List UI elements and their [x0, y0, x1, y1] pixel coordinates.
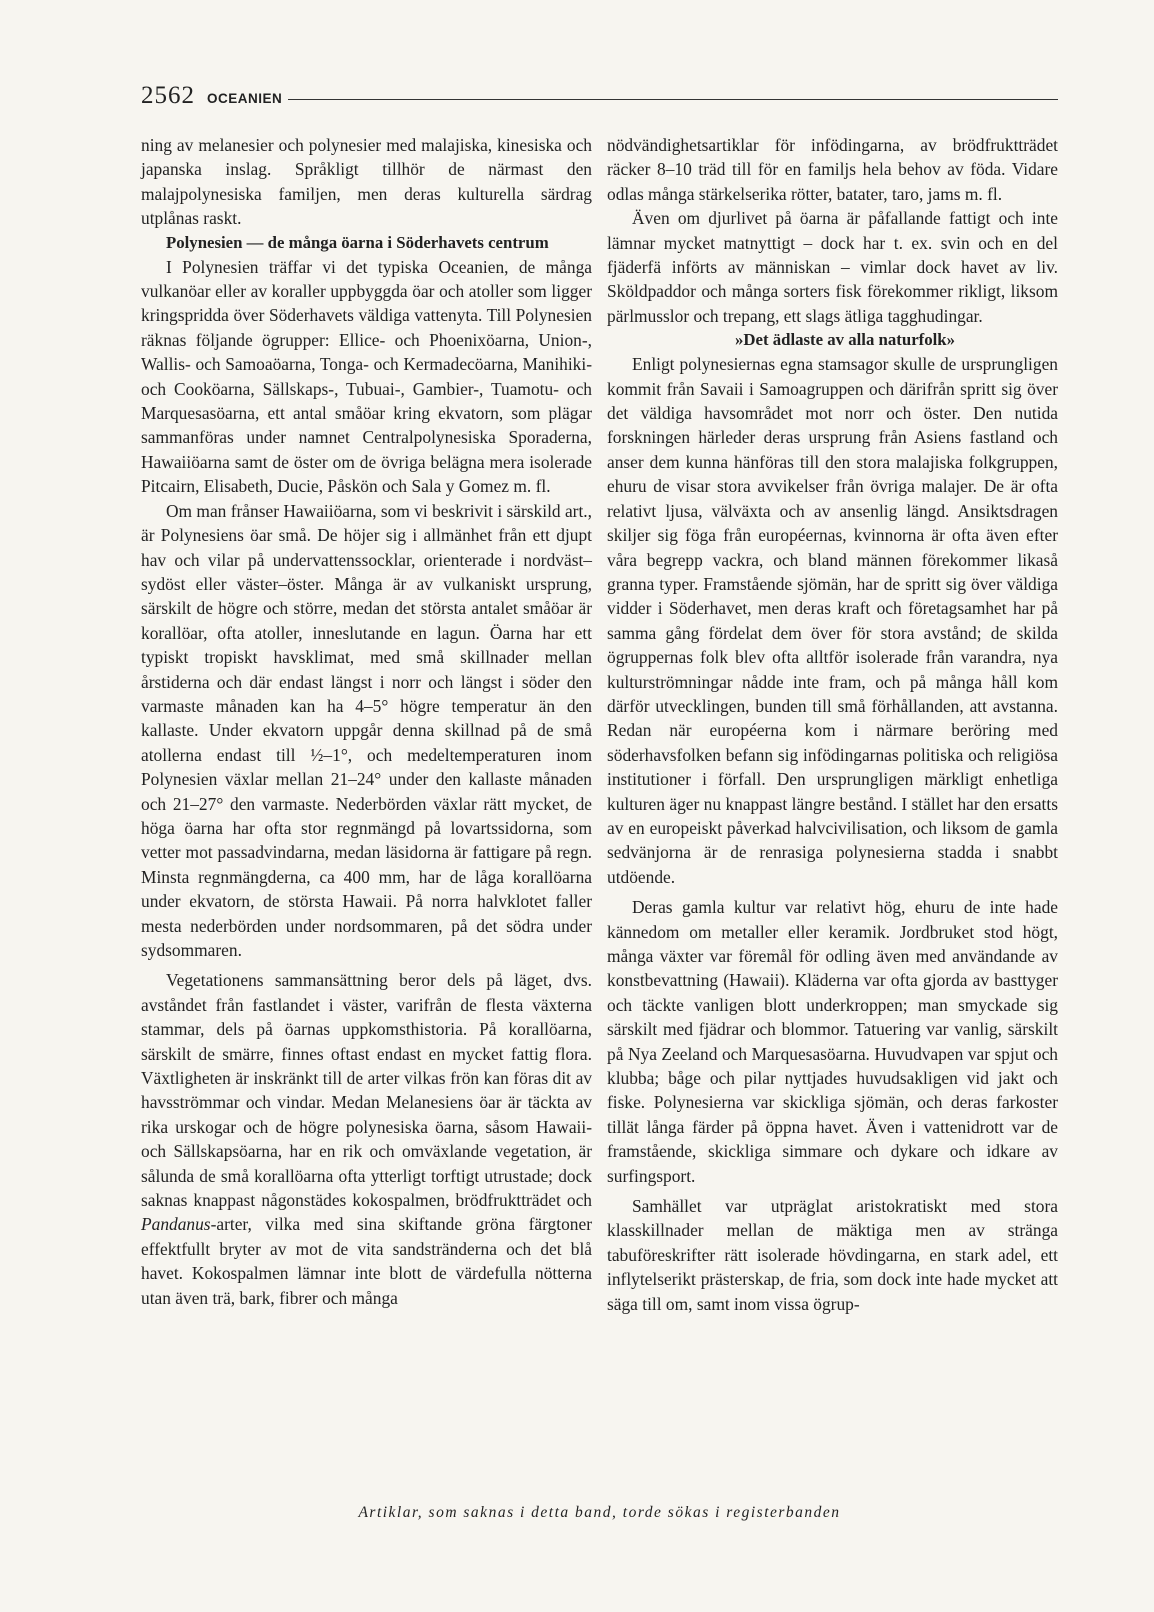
left-paragraph-2: I Polynesien träffar vi det typiska Oceanien, de många vulkanöar eller av koraller uppbyggda öar och atoller som ligger kringspridda över Söderhavets väldiga vattenyta. Till Polynesien räknas följande ögrupper: Ellice- och Phoenixöarna, Union-, Wallis- och Samoaöarna, Tonga- och Kermadecöarna, Manihiki- och Cooköarna, Sällskaps-, Tubuai-, Gambier-, Tuamotu- och Marquesasöarna, ett antal småöar kring ekvatorn, som plägar sammanföras under namnet Centralpolynesiska Sporaderna, Hawaiiöarna samt de öster om de övriga belägna mera isolerade Pitcairn, Elisabeth, Ducie, Påskön och Sala y Gomez m. fl. — [141, 256, 592, 497]
right-paragraph-5: Samhället var utpräglat aristokratiskt med stora klasskillnader mellan de mäktiga men av stränga tabuföreskrifter rätt isolerade hövdingarna, en stark adel, ett inflytelserikt prästerskap, de fria, som dock inte hade mycket att säga till om, samt inom vissa ögrup- — [607, 1196, 1058, 1314]
page-number: 2562 — [141, 82, 195, 109]
section-heading-polynesien: Polynesien — de många öarna i Söderhavets centrum — [166, 232, 549, 252]
left-paragraph-3: Om man frånser Hawaiiöarna, som vi beskrivit i särskild art., är Polynesiens öar små. De höjer sig i allmänhet från ett djupt hav och vilar på undervattenssocklar, orienterade i nordväst–sydöst eller väster–öster. Många är av vulkaniskt ursprung, särskilt de högre och större, medan det största antalet småöar är korallöar, ofta atoller, inneslutande en lagun. Öarna har ett typiskt tropiskt havsklimat, med små skillnader mellan årstiderna och där endast längst i norr och längst i söder den varmaste månaden kan ha 4–5° högre temperatur än den kallaste. Under ekvatorn uppgår denna skillnad på de små atollerna endast till ½–1°, och medeltemperaturen inom Polynesien växlar mellan 21–24° under den kallaste månaden och 21–27° den varmaste. Nederbörden växlar rätt mycket, de höga öarna har ofta stor regnmängd på lovartssidorna, som vetter mot passadvindarna, medan läsidorna är fattigare på regn. Minsta regnmängderna, ca 400 mm, har de låga korallöarna under ekvatorn, de största Hawaii. På norra halvklotet faller mesta nederbörden under nordsommaren, på det södra under sydsommaren. — [141, 500, 592, 960]
header-rule — [288, 99, 1058, 100]
pandanus-italic: Pandanus — [141, 1214, 211, 1235]
section-title: OCEANIEN — [207, 91, 283, 106]
left-paragraph-4 — [141, 968, 592, 1310]
left-paragraph-4-part-2: -arter, vilka med sina skiftande gröna färgtoner effektfullt bryter av mot de vita sandstränderna och det blå havet. Kokospalmen lämnar inte blott de värdefulla nötterna utan även trä, bark, fibrer och många — [141, 1214, 592, 1308]
section-heading-naturfolk: »Det ädlaste av alla naturfolk» — [734, 330, 956, 350]
right-paragraph-4: Deras gamla kultur var relativt hög, ehuru de inte hade kännedom om metaller eller keramik. Jordbruket stod högt, många växter var föremål för odling även med användande av konstbevattning (Hawaii). Kläderna var ofta gjorda av basttyger och täckte vanligen blott underkroppen; man smyckade sig särskilt med fjädrar och blommor. Tatuering var vanlig, särskilt på Nya Zeeland och Marquesasöarna. Huvudvapen var spjut och klubba; båge och pilar nyttjades huvudsakligen vid jakt och fiske. Polynesierna var skickliga sjömän, och deras farkoster tillät långa färder på öppna havet. Även i vattenidrott var de framstående, skickliga simmare och dykare och idkare av surfingsport. — [607, 897, 1058, 1186]
left-paragraph-1: ning av melanesier och polynesier med malajiska, kinesiska och japanska inslag. Språkligt tillhör de närmast den malajpolynesiska familjen, men deras kulturella särdrag utplånas raskt. — [141, 135, 592, 229]
footer-note: Artiklar, som saknas i detta band, torde sökas i registerbanden — [358, 1504, 841, 1521]
right-column — [607, 133, 1058, 1316]
right-paragraph-1: nödvändighetsartiklar för infödingarna, av brödfruktträdet räcker 8–10 träd till för en familjs hela behov av föda. Vidare odlas många stärkelserika rötter, batater, taro, jams m. fl. — [607, 135, 1058, 204]
left-paragraph-4-part-1: Vegetationens sammansättning beror dels på läget, dvs. avståndet från fastlandet i väster, varifrån de flesta växterna stammar, dels på öarnas uppkomsthistoria. På korallöarna, särskilt de smärre, finnes oftast endast en mycket fattig flora. Växtligheten är inskränkt till de arter vilkas frön kan föras dit av havsströmmar och vindar. Medan Melanesiens öar är täckta av rika urskogar och de högre polynesiska öarna, såsom Hawaii- och Sällskapsöarna, har en rik och omväxlande vegetation, är sålunda de små korallöarna ofta ytterligt torftigt utrustade; dock saknas knappast någonstädes kokospalmen, brödfruktträdet och — [141, 970, 592, 1211]
right-paragraph-2: Även om djurlivet på öarna är påfallande fattigt och inte lämnar mycket matnyttigt – dock har t. ex. svin och en del fjäderfä införts av människan – vimlar dock havet av liv. Sköldpaddor och många sorters fisk förekommer rikligt, liksom pärlmusslor och trepang, ett slags ätliga tagghudingar. — [607, 208, 1058, 326]
right-paragraph-3: Enligt polynesiernas egna stamsagor skulle de ursprungligen kommit från Savaii i Samoagruppen och därifrån spritt sig över det väldiga havsområdet mot norr och öster. Den nutida forskningen härleder deras ursprung från Asiens fastland och anser dem kunna hänföras till den stora malajiska folkgruppen, ehuru de visar stora avvikelser från övriga malajer. De är ofta relativt ljusa, välväxta och av ansenlig längd. Ansiktsdragen skiljer sig föga från européernas, kvinnorna är ofta även efter våra begrepp vackra, och bland männen förekommer likaså granna typer. Framstående sjömän, har de spritt sig över väldiga vidder i Söderhavet, men deras kraft och företagsamhet har på samma gång fördelat dem över för stora avstånd; de skilda ögruppernas folk blev ofta alltför isolerade från varandra, nya kulturströmningar nådde inte fram, och på många håll kom därför utvecklingen, bunden till små förhållanden, att avstanna. Redan när européerna kom i närmare beröring med söderhavsfolken befann sig infödingarnas politiska och religiösa institutioner i förfall. Den ursprungligen märkligt enhetliga kulturen äger nu knappast längre bestånd. I stället har den ersatts av en europeiskt påverkad halvcivilisation, och liksom de gamla sedvänjorna är de renrasiga polynesierna stadda i snabbt utdöende. — [607, 354, 1058, 887]
running-header — [141, 78, 1058, 108]
left-column — [141, 133, 592, 1310]
